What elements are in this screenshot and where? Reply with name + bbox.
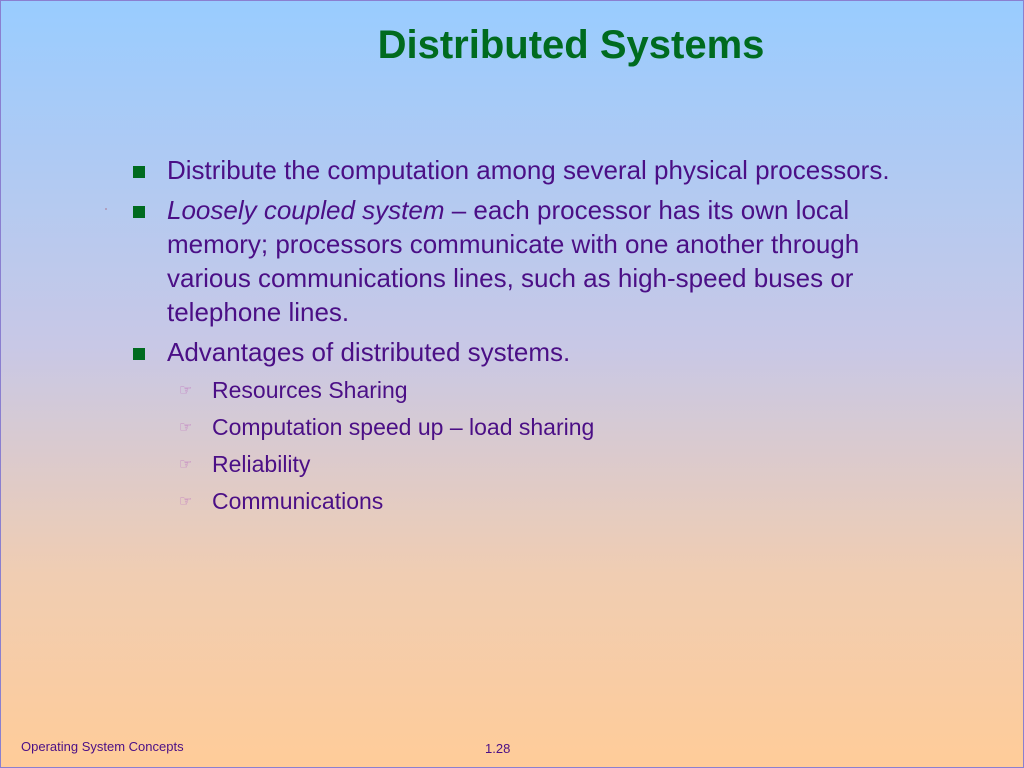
- pointing-hand-icon: ☞: [179, 381, 193, 399]
- pointing-hand-icon: ☞: [179, 492, 193, 510]
- bullet-list: [129, 153, 919, 523]
- square-bullet-icon: [133, 206, 145, 218]
- slide-title: Distributed Systems: [377, 23, 765, 67]
- sub-bullet-text: Reliability: [212, 451, 311, 477]
- pointing-hand-icon: ☞: [179, 418, 193, 436]
- square-bullet-icon: [133, 166, 145, 178]
- bullet-text: – each processor has its own local memory; processors communicate with one another through various communications lines, such as high-speed buses or telephone lines.: [167, 195, 860, 327]
- pointing-hand-icon: ☞: [179, 455, 193, 473]
- bullet-item: [129, 335, 919, 369]
- square-bullet-icon: [133, 348, 145, 360]
- page-number: 1.28: [485, 741, 511, 756]
- bullet-item: [129, 153, 919, 187]
- bullet-item: [129, 193, 919, 329]
- sub-bullet-item: [129, 412, 919, 442]
- sub-bullet-item: [129, 486, 919, 516]
- bullet-text: Distribute the computation among several physical processors.: [167, 155, 890, 185]
- sub-bullet-text: Resources Sharing: [212, 377, 408, 403]
- sub-bullet-text: Computation speed up – load sharing: [212, 414, 595, 440]
- bullet-text: Advantages of distributed systems.: [167, 337, 571, 367]
- sub-bullet-item: [129, 449, 919, 479]
- sub-bullet-item: [129, 375, 919, 405]
- stray-mark: [105, 208, 107, 210]
- footer-course-title: Operating System Concepts: [21, 739, 184, 754]
- bullet-term: Loosely coupled system: [167, 195, 445, 225]
- sub-bullet-text: Communications: [212, 488, 384, 514]
